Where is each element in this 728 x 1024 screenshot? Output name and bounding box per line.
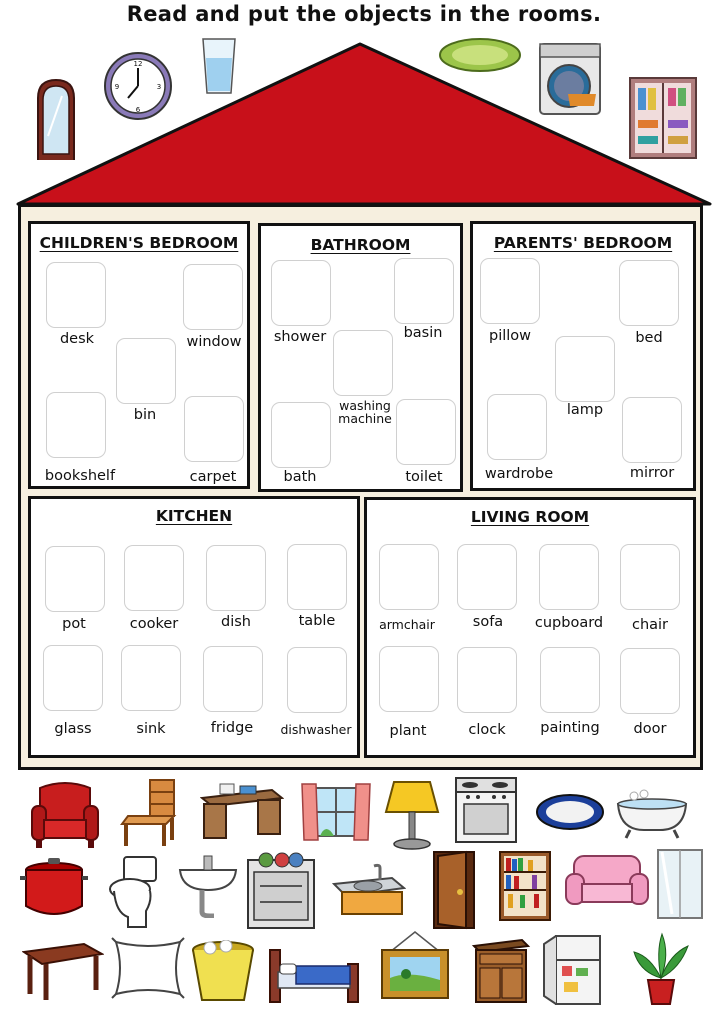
label-carpet: carpet [189,469,237,485]
drop-box[interactable] [46,392,106,458]
bed-icon[interactable] [268,944,360,1004]
plant-icon[interactable] [630,932,692,1006]
drop-box[interactable] [46,262,106,328]
drop-box[interactable] [206,545,266,611]
drop-box[interactable] [203,646,263,712]
drop-box[interactable] [287,544,347,610]
plate-icon[interactable] [535,792,605,832]
drop-box[interactable] [622,397,682,463]
pillow-icon[interactable] [110,936,186,1000]
drop-box[interactable] [480,258,540,324]
bin-icon[interactable] [190,940,256,1004]
label-bath: bath [283,469,317,485]
drop-box[interactable] [379,646,439,712]
drop-box[interactable] [620,648,680,714]
label-sink: sink [136,721,166,737]
cooker-icon[interactable] [452,776,520,844]
label-armchair: armchair [379,617,435,632]
drop-box[interactable] [540,647,600,713]
label-painting: painting [540,720,600,736]
drop-box[interactable] [121,645,181,711]
drop-box[interactable] [43,645,103,711]
sink-icon[interactable] [332,862,406,916]
desk-icon[interactable] [200,782,284,840]
drop-box[interactable] [271,402,331,468]
chair-icon[interactable] [120,778,182,848]
painting-icon[interactable] [378,930,452,1002]
room-title: PARENTS' BEDROOM [493,234,673,252]
drop-box[interactable] [116,338,176,404]
drop-box[interactable] [287,647,347,713]
bath-icon[interactable] [614,788,690,840]
drop-box[interactable] [396,399,456,465]
cupboard-icon[interactable] [470,936,532,1006]
drop-box[interactable] [539,544,599,610]
label-shower: shower [273,329,327,345]
label-mirror: mirror [629,465,675,481]
pot-icon[interactable] [20,856,88,920]
table-icon[interactable] [22,938,104,1002]
fridge-icon[interactable] [542,934,612,1006]
drop-box[interactable] [555,336,615,402]
room-kitchen [28,496,360,758]
label-door: door [633,721,667,737]
label-bin: bin [133,407,157,423]
room-bathroom [258,223,463,492]
house [18,204,703,770]
svg-text:3: 3 [156,83,162,91]
shower-icon[interactable] [654,848,706,922]
label-cupboard: cupboard [534,615,604,631]
label-window: window [186,334,242,350]
drop-box[interactable] [457,544,517,610]
svg-text:12: 12 [133,60,143,68]
svg-text:6: 6 [135,106,141,114]
drop-box[interactable] [487,394,547,460]
drop-box[interactable] [183,264,243,330]
label-pillow: pillow [488,328,532,344]
bookshelf-icon[interactable] [498,850,552,922]
label-bed: bed [635,330,663,346]
room-childrens-bedroom [28,221,250,489]
label-basin: basin [403,325,443,341]
drop-box[interactable] [620,544,680,610]
basin-icon[interactable] [176,848,240,918]
room-title: LIVING ROOM [470,508,590,526]
armchair-icon[interactable] [28,780,102,852]
label-pot: pot [62,616,86,632]
room-parents-bedroom [470,221,696,491]
drop-box[interactable] [333,330,393,396]
label-cooker: cooker [129,616,179,632]
label-clock: clock [468,722,506,738]
window-icon[interactable] [300,782,372,844]
sofa-icon[interactable] [564,852,650,912]
room-title: BATHROOM [310,236,411,254]
label-dish: dish [221,614,251,630]
room-title: CHILDREN'S BEDROOM [39,234,239,252]
drop-box[interactable] [394,258,454,324]
label-washing-machine: washing machine [338,398,392,427]
label-sofa: sofa [472,614,504,630]
room-living-room [364,497,696,758]
label-toilet: toilet [405,469,443,485]
label-chair: chair [631,617,669,633]
svg-text:9: 9 [114,83,120,91]
roof [14,40,714,208]
dishwasher-icon[interactable] [246,852,316,930]
drop-box[interactable] [45,546,105,612]
label-dishwasher: dishwasher [280,722,352,737]
label-lamp: lamp [566,402,604,418]
label-fridge: fridge [210,720,254,736]
label-plant: plant [389,723,427,739]
lamp-icon[interactable] [384,778,440,850]
room-title: KITCHEN [155,507,233,525]
toilet-icon[interactable] [106,855,162,929]
drop-box[interactable] [379,544,439,610]
label-table: table [298,613,336,629]
worksheet-title: Read and put the objects in the rooms. [126,2,602,26]
door-icon[interactable] [432,850,476,930]
drop-box[interactable] [184,396,244,462]
label-wardrobe: wardrobe [484,466,554,482]
drop-box[interactable] [124,545,184,611]
label-bookshelf: bookshelf [44,468,116,484]
drop-box[interactable] [271,260,331,326]
label-desk: desk [59,331,95,347]
drop-box[interactable] [457,647,517,713]
label-glass: glass [54,721,92,737]
drop-box[interactable] [619,260,679,326]
